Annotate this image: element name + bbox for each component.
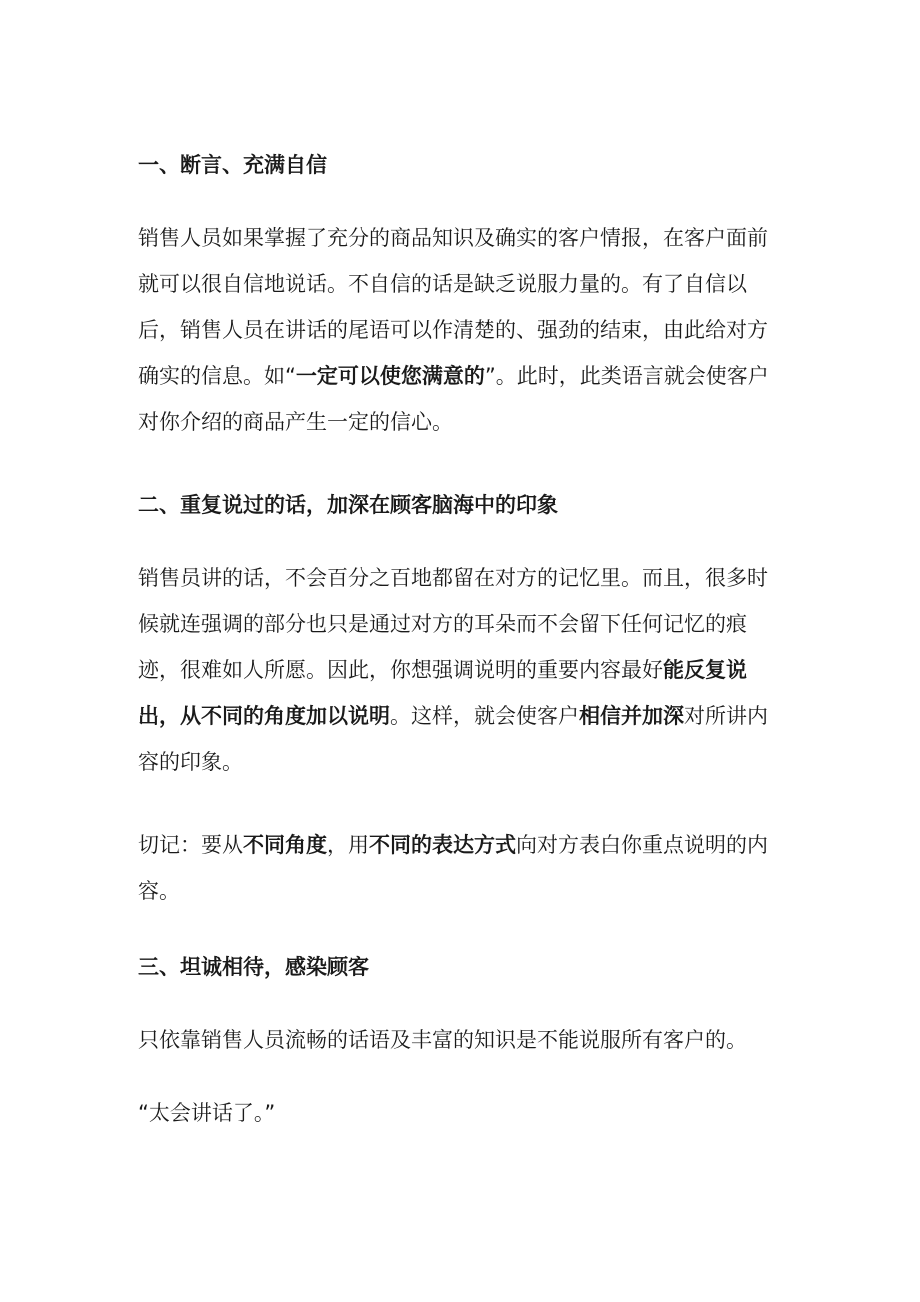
note-text-3: 向对方表白你重点说明的内容。 [138, 833, 768, 903]
section-2-text-2: 。这样，就会使客户 [390, 704, 579, 728]
note-emphasis-2: 不同的表达方式 [369, 833, 516, 857]
section-3-heading: 三、坦诚相待，感染顾客 [138, 955, 369, 979]
section-1-paragraph [138, 215, 778, 445]
section-1-text-2: ”。此时，此类语言就会使客户对你介绍的商品产生一定的信心。 [138, 364, 769, 434]
section-2-heading: 二、重复说过的话，加深在顾客脑海中的印象 [138, 493, 558, 517]
section-2-text-3: 对所讲内容的印象。 [138, 704, 768, 774]
section-2-emphasis-2: 相信并加深 [579, 704, 684, 728]
section-1-text-1: 销售人员如果掌握了充分的商品知识及确实的客户情报，在客户面前就可以很自信地说话。不自信的话是缺乏说服力量的。有了自信以后，销售人员在讲话的尾语可以作清楚的、强劲的结束，由此给对方确实的信息。如“ [138, 226, 768, 388]
note-text-2: ，用 [327, 833, 369, 857]
section-2-emphasis-1: 能反复说出，从不同的角度加以说明 [138, 658, 747, 728]
section-2-text-1: 销售员讲的话，不会百分之百地都留在对方的记忆里。而且，很多时候就连强调的部分也只是通过对方的耳朵而不会留下任何记忆的痕迹，很难如人所愿。因此，你想强调说明的重要内容最好 [138, 566, 768, 682]
section-3-paragraph: 只依靠销售人员流畅的话语及丰富的知识是不能说服所有客户的。 [138, 1028, 747, 1052]
section-1-heading: 一、断言、充满自信 [138, 153, 327, 177]
section-1-emphasis-1: 一定可以使您满意的 [295, 364, 485, 388]
section-2-paragraph [138, 555, 778, 785]
note-emphasis-1: 不同角度 [243, 833, 327, 857]
section-2-note [138, 822, 778, 914]
section-3-quote: “太会讲话了。” [138, 1101, 276, 1125]
note-text-1: 切记：要从 [138, 833, 243, 857]
